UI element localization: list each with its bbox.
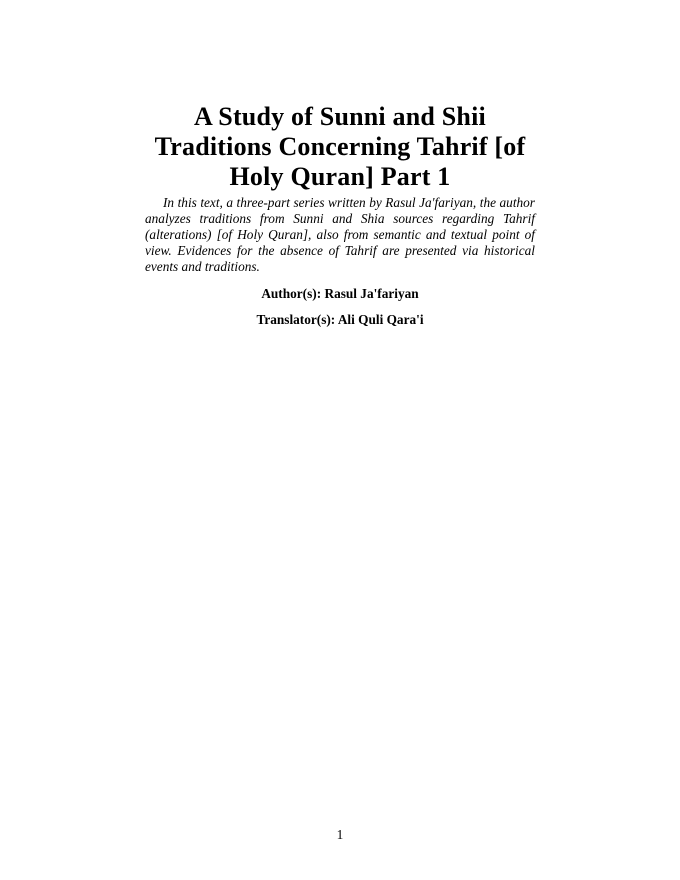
title-line-3: Holy Quran] Part 1 bbox=[229, 162, 451, 191]
title-line-2: Traditions Concerning Tahrif [of bbox=[154, 132, 526, 161]
document-title bbox=[145, 102, 535, 192]
page-content bbox=[145, 0, 535, 328]
page-number: 1 bbox=[336, 827, 344, 842]
author-line: Author(s): Rasul Ja'fariyan bbox=[261, 286, 419, 301]
title-line-1: A Study of Sunni and Shii bbox=[194, 102, 486, 131]
translator-line: Translator(s): Ali Quli Qara'i bbox=[256, 312, 424, 327]
abstract-paragraph: In this text, a three-part series written by Rasul Ja'fariyan, the author analyzes traditions from Sunni and Shia sources regarding Tahrif (alterations) [of Holy Quran], also from semantic and textual point of view. Evidences for the absence of Tahrif are presented via historical events and traditions. bbox=[145, 195, 535, 274]
